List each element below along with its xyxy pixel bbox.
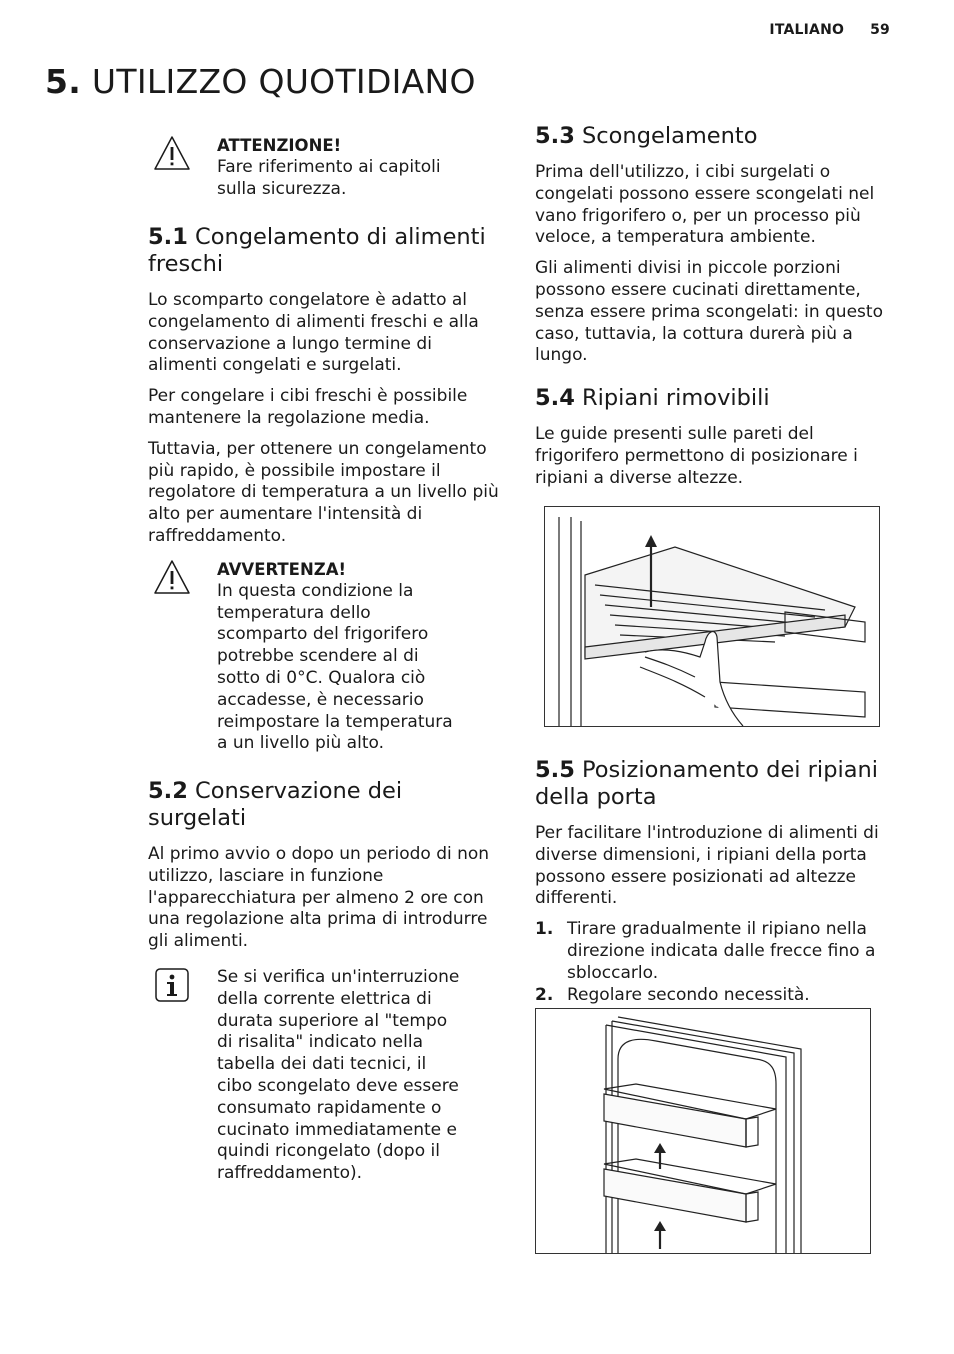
warning-line: sotto di 0°C. Qualora ciò [217,667,426,688]
step-item: 2. Regolare secondo necessità. [535,984,810,1005]
info-line: tabella dei dati tecnici, il [217,1054,427,1075]
warning-line: In questa condizione la [217,580,414,601]
warning-line: temperatura dello [217,602,371,623]
section-5-3 [535,123,895,367]
paragraph-line: Gli alimenti divisi in piccole porzioni [535,258,841,279]
section-heading: 5.1 Congelamento di alimenti freschi [148,224,486,277]
paragraph-line: vano frigorifero o, per un processo più [535,205,861,226]
paragraph-line: gli alimenti. [148,931,249,952]
paragraph-line: caso, tuttavia, la cottura durerà più a [535,323,853,344]
warning-line: Fare riferimento ai capitoli [217,156,441,177]
steps-list [535,919,895,1006]
section-5-1 [148,224,508,548]
info-icon [153,967,191,1003]
chapter-title-text: UTILIZZO QUOTIDIANO [91,62,476,101]
paragraph-line: congelamento di alimenti freschi e alla [148,311,479,332]
paragraph-line: lungo. [535,345,588,366]
paragraph-line: Lo scomparto congelatore è adatto al [148,290,468,310]
chapter-title [45,62,476,101]
paragraph-line: senza essere prima scongelati: in questo [535,301,883,322]
paragraph-line: congelati possono essere scongelati nel [535,183,875,204]
paragraph-line: frigorifero permettono di posizionare i [535,445,858,466]
info-line: durata superiore al "tempo [217,1010,448,1031]
paragraph-line: Per facilitare l'introduzione di alimenti di [535,823,879,843]
info-line: consumato rapidamente o [217,1097,442,1118]
info-line: della corrente elettrica di [217,988,432,1009]
door-shelves-illustration [535,1008,871,1254]
paragraph-line: una regolazione alta prima di introdurre [148,909,488,930]
warning-line: sulla sicurezza. [217,178,347,199]
warning-line: potrebbe scendere al di [217,646,419,667]
section-5-4 [535,385,895,489]
section-heading: 5.5 Posizionamento dei ripiani della porta [535,757,879,810]
paragraph-line: Tuttavia, per ottenere un congelamento [148,438,487,459]
warning-title: AVVERTENZA! [217,560,347,579]
warning-line: a un livello più alto. [217,733,384,754]
door-shelves-drawing [536,1009,870,1253]
paragraph-line: alto per aumentare l'intensità di [148,504,423,525]
paragraph-line: Le guide presenti sulle pareti del [535,424,814,444]
section-heading: 5.2 Conservazione dei surgelati [148,778,403,831]
info-line: cibo scongelato deve essere [217,1075,459,1096]
info-line: di risalita" indicato nella [217,1032,424,1053]
warning-title: ATTENZIONE! [217,136,342,155]
paragraph-line: differenti. [535,888,618,909]
paragraph-line: possono essere posizionati ad altezze [535,866,856,887]
chapter-number: 5. [45,62,82,101]
paragraph-line: Per congelare i cibi freschi è possibile [148,386,468,407]
paragraph-line: utilizzo, lasciare in funzione [148,865,384,886]
step-item: 1. Tirare gradualmente il ripiano nella direzione indicata dalle frecce fino a sbloccarlo. [535,919,876,983]
paragraph-line: Al primo avvio o dopo un periodo di non [148,844,490,864]
warning-triangle-icon [153,559,191,595]
warning-line: reimpostare la temperatura [217,711,453,732]
warning-triangle-icon [153,135,191,171]
paragraph-line: diverse dimensioni, i ripiani della porta [535,844,867,865]
page-number: 59 [870,22,890,38]
paragraph-line: ripiani a diverse altezze. [535,467,744,488]
paragraph-line: alimenti congelati e surgelati. [148,355,402,376]
paragraph-line: Prima dell'utilizzo, i cibi surgelati o [535,162,831,182]
paragraph-line: regolatore di temperatura a un livello più [148,482,499,503]
warning-line: scomparto del frigorifero [217,624,429,645]
paragraph-line: l'apparecchiatura per almeno 2 ore con [148,887,484,908]
warning-line: accadesse, è necessario [217,689,424,710]
section-heading: 5.4 Ripiani rimovibili [535,385,770,411]
shelf-drawing [545,507,879,726]
paragraph-line: possono essere cucinati direttamente, [535,279,861,300]
shelf-illustration [544,506,880,727]
paragraph-line: mantenere la regolazione media. [148,407,430,428]
section-5-2 [148,778,508,953]
paragraph-line: veloce, a temperatura ambiente. [535,227,816,248]
paragraph-line: più rapido, è possibile impostare il [148,460,441,481]
paragraph-line: raffreddamento. [148,525,287,546]
paragraph-line: conservazione a lungo termine di [148,333,432,354]
info-line: Se si verifica un'interruzione [217,967,460,987]
page-header [769,22,890,38]
header-language: ITALIANO [769,22,845,38]
info-line: quindi ricongelato (dopo il [217,1141,440,1162]
section-heading: 5.3 Scongelamento [535,123,758,149]
info-line: raffreddamento). [217,1163,363,1184]
info-line: cucinato immediatamente e [217,1119,457,1140]
section-5-5 [535,757,895,1006]
